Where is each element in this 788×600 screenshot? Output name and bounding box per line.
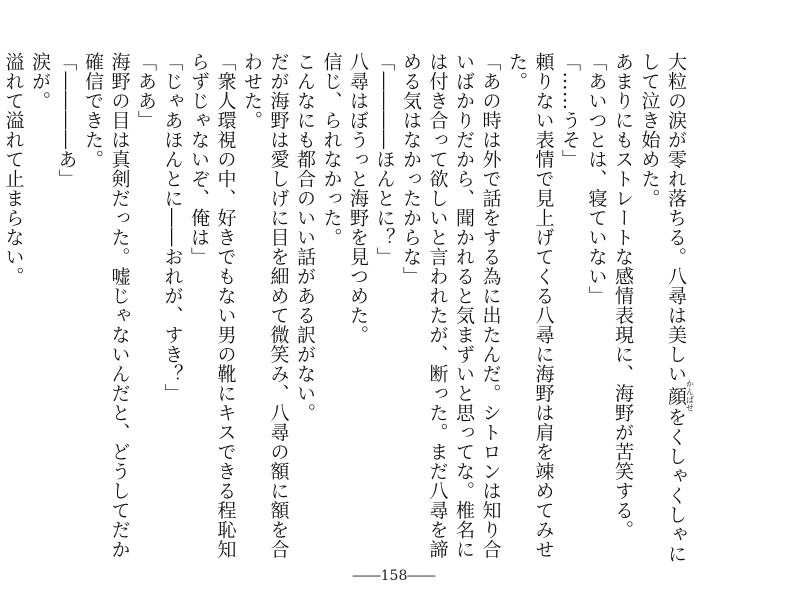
text-run: 「あの時は外で話をする為に出たんだ。シトロンは知り合いばかりだから、聞かれると気まずいと思ってな。椎名には付き合って欲しいと言われたが、断った。まだ八尋を諦める気はなかったからな」: [400, 52, 502, 559]
paragraph: [53, 52, 80, 572]
vertical-text-block: [0, 52, 694, 572]
paragraph: [27, 52, 54, 572]
paragraph: [345, 52, 372, 572]
ruby-text: 顔かんばせ: [665, 379, 695, 412]
paragraph: [318, 52, 345, 572]
paragraph: [239, 52, 292, 572]
text-run: 「――――あ」: [55, 52, 78, 189]
text-run: だが海野は愛しげに目を細めて微笑み、八尋の額に額を合わせた。: [241, 52, 290, 559]
text-run: 溢れて溢れて止まらない。: [2, 52, 25, 286]
text-run: 大粒の涙が零れ落ちる。八尋は美しい: [665, 52, 687, 384]
paragraph: [398, 52, 504, 572]
paragraph: [133, 52, 160, 572]
page-number: ――158――: [352, 568, 436, 584]
text-run: 「あいつとは、寝ていない」: [585, 52, 608, 306]
paragraph: [371, 52, 398, 572]
text-run: あまりにもストレートな感情表現に、海野が苦笑する。: [612, 52, 634, 540]
text-run: 涙が。: [29, 52, 51, 111]
furigana: かんばせ: [685, 379, 695, 412]
text-run: 海野の目は真剣だった。嘘じゃないんだと、どうしてだか確信できた。: [82, 52, 131, 559]
text-run: こんなにも都合のいい話がある訳がない。: [294, 52, 316, 423]
text-run: 頼りない表情で見上げてくる八尋に海野は肩を竦めてみせた。: [506, 52, 555, 559]
text-run: 「衆人環視の中、好きでもない男の靴にキスできる程恥知らずじゃないぞ、俺は」: [188, 52, 237, 559]
paragraph: [583, 52, 610, 572]
text-run: 八尋はぼうっと海野を見つめた。: [347, 52, 369, 345]
paragraph: [292, 52, 319, 572]
paragraph: [557, 52, 584, 572]
paragraph: [80, 52, 133, 572]
paragraph: [610, 52, 637, 572]
text-run: 「じゃあほんとに――おれが、すき？」: [161, 52, 184, 403]
text-run: 「ああ」: [135, 52, 157, 130]
paragraph: [636, 52, 694, 572]
text-run: 「――――ほんとに？」: [373, 52, 396, 267]
paragraph: [159, 52, 186, 572]
text-run: 「……うそ」: [559, 52, 581, 169]
text-run: 信じ、られなかった。: [320, 52, 343, 247]
paragraph: [0, 52, 27, 572]
paragraph: [504, 52, 557, 572]
paragraph: [186, 52, 239, 572]
text-run: をくしゃくしゃにして泣き始めた。: [638, 52, 687, 564]
